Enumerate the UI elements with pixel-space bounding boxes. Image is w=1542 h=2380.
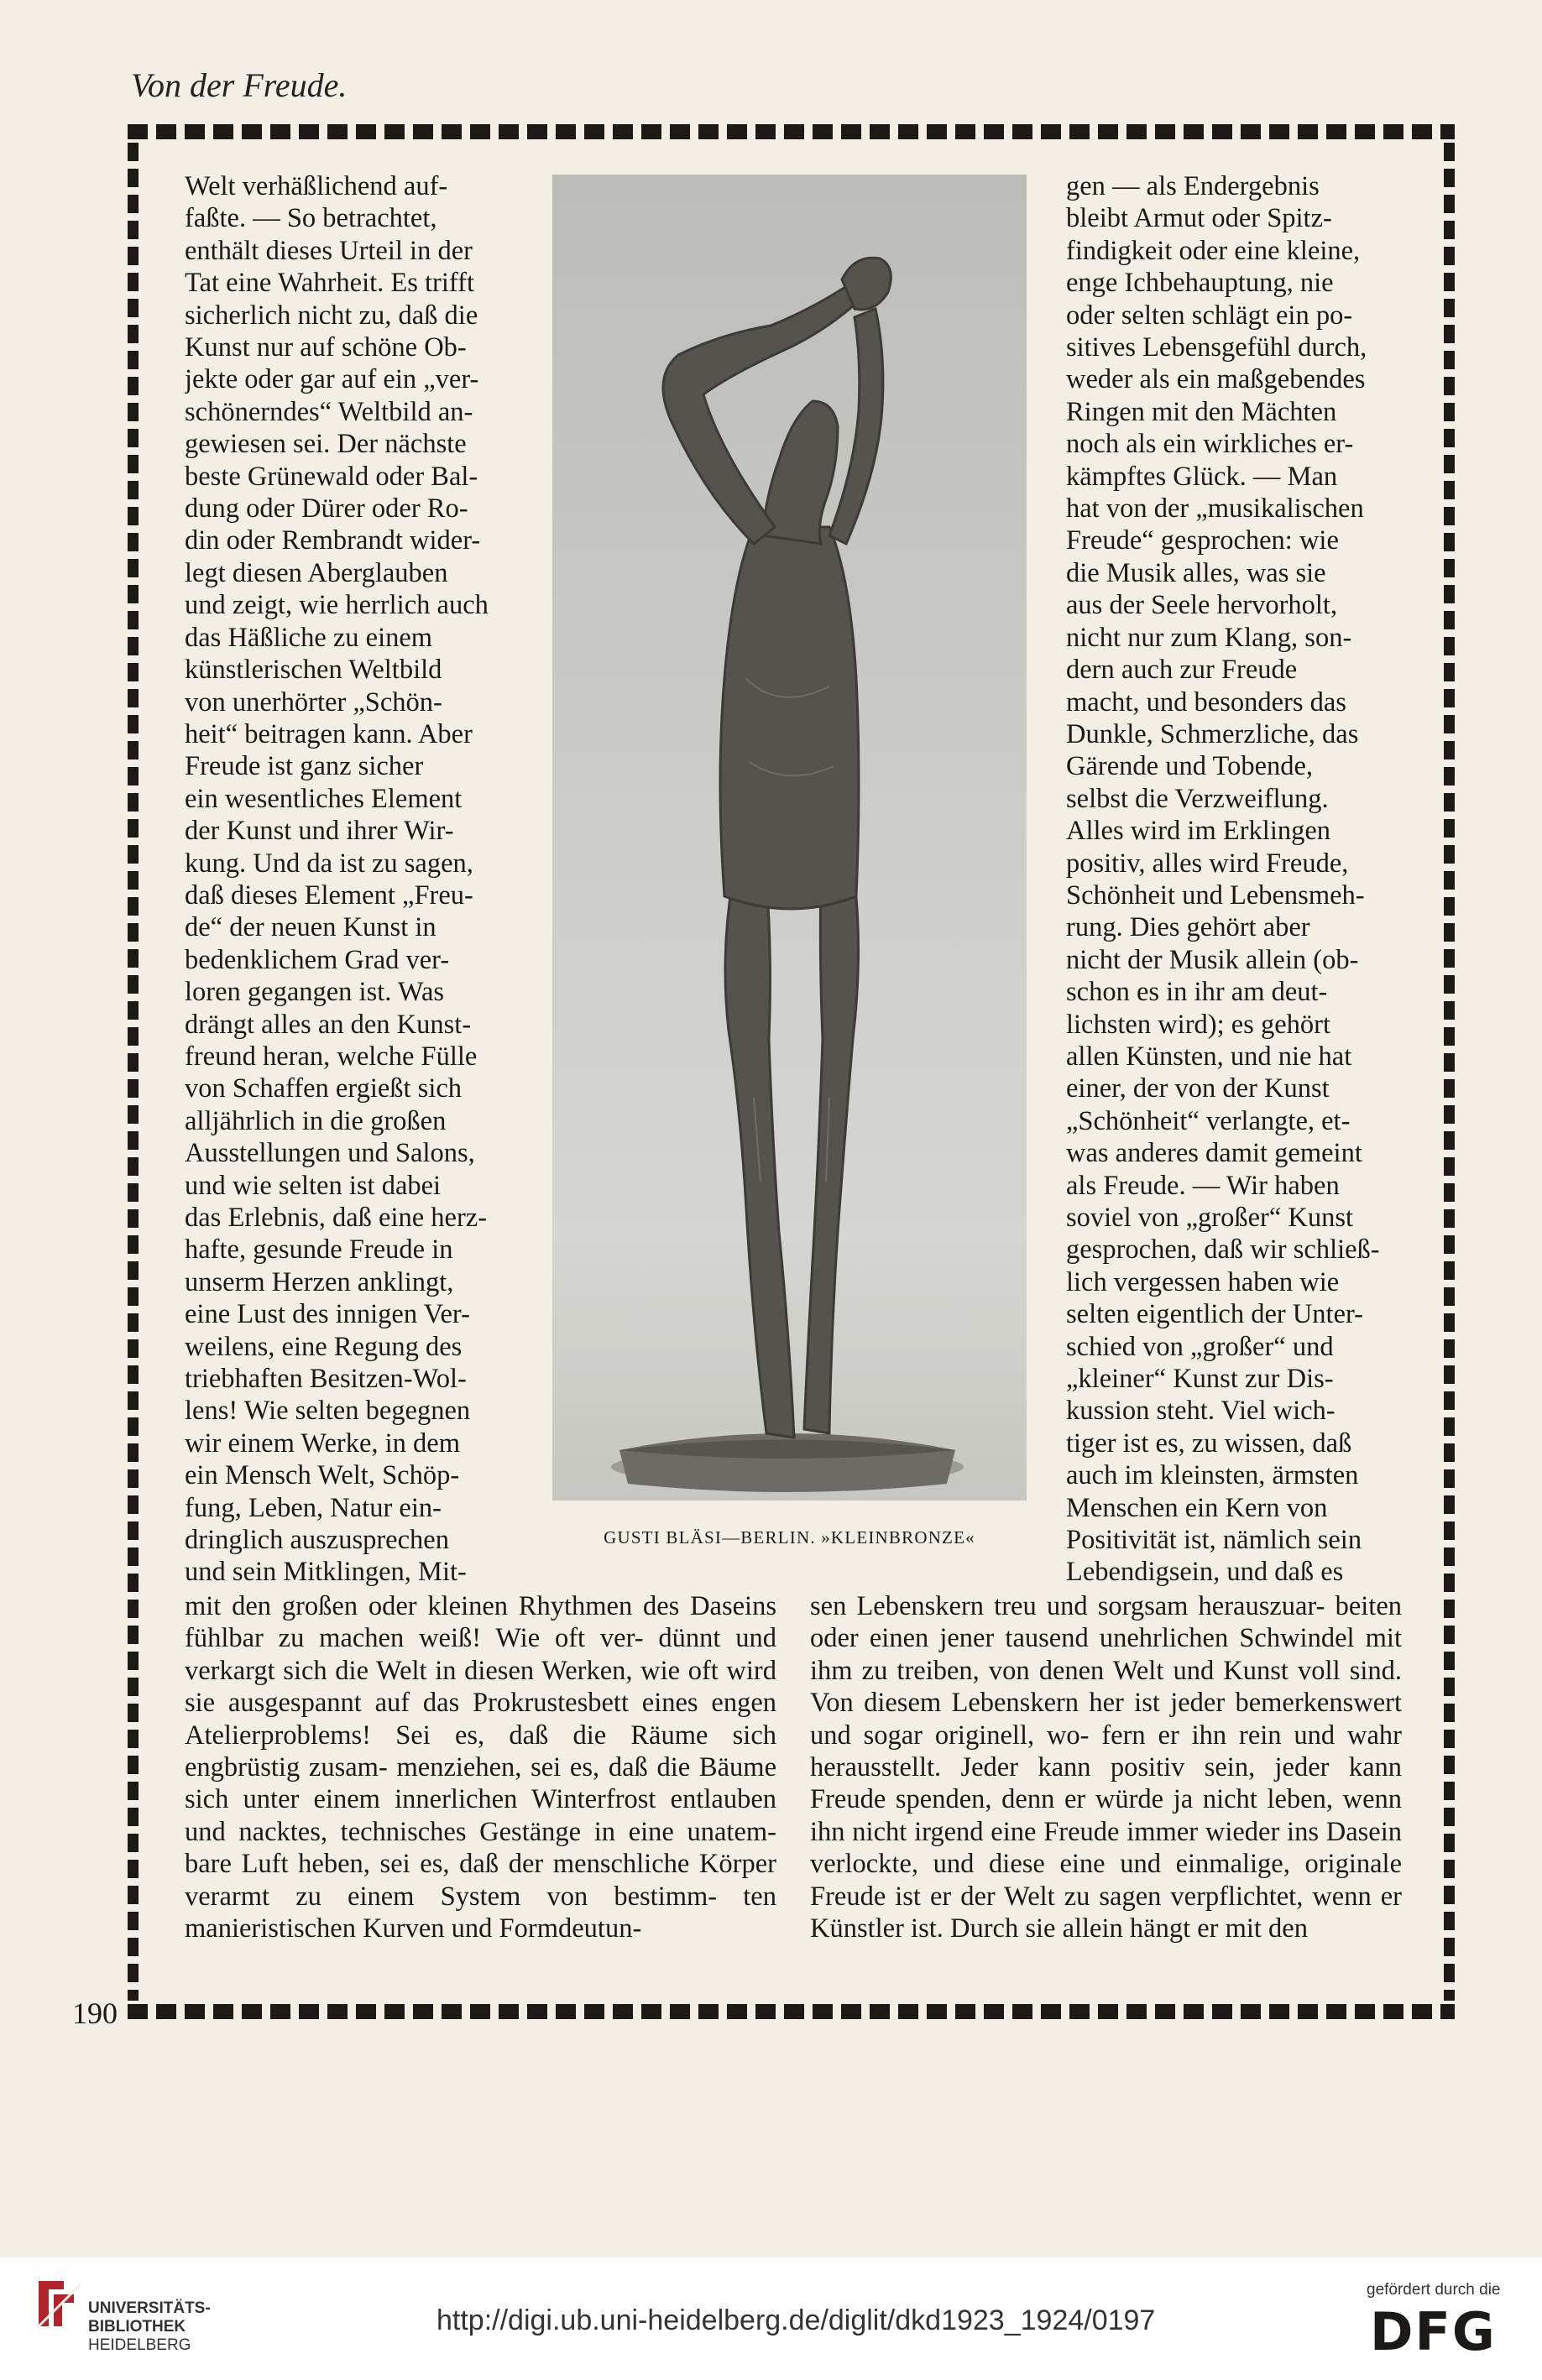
text-line: lichsten wird); es gehört <box>1066 1009 1330 1040</box>
text-line: gewiesen sei. Der nächste <box>185 429 467 460</box>
figure-caption: GUSTI BLÄSI—BERLIN. »KLEINBRONZE« <box>604 1527 975 1548</box>
text-line: weilens, eine Regung des <box>185 1331 463 1362</box>
text-line: kussion steht. Viel wich- <box>1066 1396 1336 1427</box>
text-line: und zeigt, wie herrlich auch <box>185 590 489 621</box>
text-line: beste Grünewald oder Bal- <box>185 461 478 492</box>
text-line: findigkeit oder eine kleine, <box>1066 235 1361 266</box>
text-line: nicht nur zum Klang, son- <box>1066 622 1352 653</box>
text-line: Positivität ist, nämlich sein <box>1066 1525 1362 1556</box>
text-line: nicht der Musik allein (ob- <box>1066 944 1359 975</box>
library-name-line: HEIDELBERG <box>88 2336 191 2354</box>
text-block-bottom-left: mit den großen oder kleinen Rhythmen des Daseins fühlbar zu machen weiß! Wie oft ver- dünnt und verkargt sich die Welt in diesen Werken, wie oft wird sie ausgespannt auf das Prokrustesbett eines engen Atelierproblems! Sei es, daß die Räume sich engbrüstig zusam- menziehen, sei es, daß die Bäume sich unter einem innerlichen Winterfrost entlauben und nacktes, technisches Gestänge in eine unatem- bare Luft heben, sei es, daß der menschliche Körper verarmt zu einem System von bestimm- ten manieristischen Kurven und Formdeutun- <box>185 1591 776 1944</box>
text-line: Ringen mit den Mächten <box>1066 396 1337 427</box>
text-line: enthält dieses Urteil in der <box>185 235 473 266</box>
text-line: hat von der „musikalischen <box>1066 493 1364 525</box>
decorative-border-right <box>1444 143 1455 2001</box>
text-line: von Schaffen ergießt sich <box>185 1073 463 1104</box>
text-line: kung. Und da ist zu sagen, <box>185 848 473 879</box>
text-line: sitives Lebensgefühl durch, <box>1066 332 1367 363</box>
text-line: eine Lust des innigen Ver- <box>185 1299 470 1330</box>
sculpture-photo <box>552 175 1027 1501</box>
source-url[interactable]: http://digi.ub.uni-heidelberg.de/diglit/dkd1923_1924/0197 <box>436 2304 1156 2336</box>
text-line: das Häßliche zu einem <box>185 622 433 653</box>
text-line: Ausstellungen und Salons, <box>185 1138 475 1169</box>
text-line: Dunkle, Schmerzliche, das <box>1066 718 1359 749</box>
running-title: Von der Freude. <box>131 66 348 104</box>
text-line: und sein Mitklingen, Mit- <box>185 1557 467 1588</box>
text-line: schon es in ihr am deut- <box>1066 977 1328 1008</box>
library-name-line: BIBLIOTHEK <box>88 2318 186 2336</box>
text-line: was anderes damit gemeint <box>1066 1138 1362 1169</box>
text-line: enge Ichbehauptung, nie <box>1066 268 1334 299</box>
text-line: alljährlich in die großen <box>185 1105 447 1136</box>
dfg-logo: DFG <box>1370 2301 1497 2362</box>
text-line: de“ der neuen Kunst in <box>185 912 436 943</box>
text-line: dringlich auszusprechen <box>185 1525 449 1556</box>
page-number: 190 <box>72 1996 118 2030</box>
text-line: fung, Leben, Natur ein- <box>185 1492 442 1523</box>
text-line: schied von „großer“ und <box>1066 1331 1334 1362</box>
text-line: loren gegangen ist. Was <box>185 977 445 1008</box>
decorative-border-bottom <box>128 2004 1455 2019</box>
text-line: der Kunst und ihrer Wir- <box>185 816 454 847</box>
text-line: dern auch zur Freude <box>1066 655 1298 686</box>
text-line: Alles wird im Erklingen <box>1066 816 1331 847</box>
text-line: einer, der von der Kunst <box>1066 1073 1330 1104</box>
text-line: heit“ beitragen kann. Aber <box>185 718 473 749</box>
decorative-border-left <box>128 143 139 2001</box>
text-line: „kleiner“ Kunst zur Dis- <box>1066 1364 1334 1395</box>
text-block-bottom-right: sen Lebenskern treu und sorgsam herauszuar- beiten oder einen jener tausend unehrlichen Schwindel mit ihm zu treiben, von denen Welt und Kunst voll sind. Von diesem Lebenskern her ist jeder bemerkenswert und sogar originell, wo- fern er ihn rein und wahr herausstellt. Jeder kann positiv sein, jeder kann Freude spenden, denn er würde ja nicht leben, wenn ihn nicht irgend eine Freude immer wieder ins Dasein verlockte, und diese eine und einmalige, originale Freude ist er der Welt zu sagen verpflichtet, wenn er Künstler ist. Durch sie allein hängt er mit den <box>810 1591 1402 1944</box>
text-line: als Freude. — Wir haben <box>1066 1170 1340 1201</box>
text-line: und wie selten ist dabei <box>185 1170 442 1201</box>
text-line: faßte. — So betrachtet, <box>185 203 437 234</box>
text-column-right <box>1066 170 1402 1589</box>
text-line: daß dieses Element „Freu- <box>185 879 473 911</box>
university-library-logo <box>32 2274 81 2333</box>
text-line: die Musik alles, was sie <box>1066 557 1326 588</box>
text-line: selbst die Verzweiflung. <box>1066 783 1329 814</box>
text-line: dung oder Dürer oder Ro- <box>185 493 468 525</box>
text-line: unserm Herzen anklingt, <box>185 1266 454 1297</box>
text-line: jekte oder gar auf ein „ver- <box>185 364 479 395</box>
text-line: lens! Wie selten begegnen <box>185 1396 471 1427</box>
text-line: weder als ein maßgebendes <box>1066 364 1366 395</box>
text-line: tiger ist es, zu wissen, daß <box>1066 1427 1352 1459</box>
text-line: din oder Rembrandt wider- <box>185 525 481 556</box>
text-line: ein Mensch Welt, Schöp- <box>185 1460 460 1491</box>
text-line: kämpftes Glück. — Man <box>1066 461 1338 492</box>
text-line: oder selten schlägt ein po- <box>1066 300 1353 331</box>
text-line: Freude“ gesprochen: wie <box>1066 525 1339 556</box>
text-line: aus der Seele hervorholt, <box>1066 590 1338 621</box>
text-line: Tat eine Wahrheit. Es trifft <box>185 268 474 299</box>
text-line: ein wesentliches Element <box>185 783 463 814</box>
text-line: von unerhörter „Schön- <box>185 686 442 718</box>
text-line: bleibt Armut oder Spitz- <box>1066 203 1332 234</box>
text-line: Kunst nur auf schöne Ob- <box>185 332 467 363</box>
text-line: selten eigentlich der Unter- <box>1066 1299 1363 1330</box>
text-line: sicherlich nicht zu, daß die <box>185 300 478 331</box>
text-line: bedenklichem Grad ver- <box>185 944 450 975</box>
text-line: schönerndes“ Weltbild an- <box>185 396 473 427</box>
text-line: das Erlebnis, daß eine herz- <box>185 1203 488 1233</box>
text-line: drängt alles an den Kunst- <box>185 1009 472 1040</box>
university-library-name <box>88 2299 211 2355</box>
text-line: triebhaften Besitzen-Wol- <box>185 1364 467 1395</box>
text-line: wir einem Werke, in dem <box>185 1427 460 1459</box>
text-line: Welt verhäßlichend auf- <box>185 171 448 201</box>
library-name-line: UNIVERSITÄTS- <box>88 2299 211 2317</box>
text-line: soviel von „großer“ Kunst <box>1066 1203 1354 1233</box>
text-line: rung. Dies gehört aber <box>1066 912 1310 943</box>
text-line: auch im kleinsten, ärmsten <box>1066 1460 1359 1491</box>
text-line: Menschen ein Kern von <box>1066 1492 1328 1523</box>
text-line: gen — als Endergebnis <box>1066 171 1320 201</box>
text-line: macht, und besonders das <box>1066 686 1346 718</box>
decorative-border-top <box>128 124 1455 139</box>
bronze-figure-image <box>552 175 1027 1501</box>
text-line: „Schönheit“ verlangte, et- <box>1066 1105 1351 1136</box>
text-line: lich vergessen haben wie <box>1066 1266 1340 1297</box>
text-line: hafte, gesunde Freude in <box>185 1234 453 1266</box>
text-line: positiv, alles wird Freude, <box>1066 848 1349 879</box>
text-line: künstlerischen Weltbild <box>185 655 442 686</box>
text-line: allen Künsten, und nie hat <box>1066 1041 1352 1072</box>
text-line: legt diesen Aberglauben <box>185 557 448 588</box>
text-line: Lebendigsein, und daß es <box>1066 1557 1344 1588</box>
text-line: Freude ist ganz sicher <box>185 751 424 782</box>
text-line: Schönheit und Lebensmeh- <box>1066 879 1365 911</box>
text-line: gesprochen, daß wir schließ- <box>1066 1234 1380 1266</box>
text-line: Gärende und Tobende, <box>1066 751 1314 782</box>
text-column-left <box>185 170 516 1589</box>
text-line: freund heran, welche Fülle <box>185 1041 478 1072</box>
funder-note: gefördert durch die <box>1367 2281 1501 2299</box>
text-line: noch als ein wirkliches er- <box>1066 429 1354 460</box>
